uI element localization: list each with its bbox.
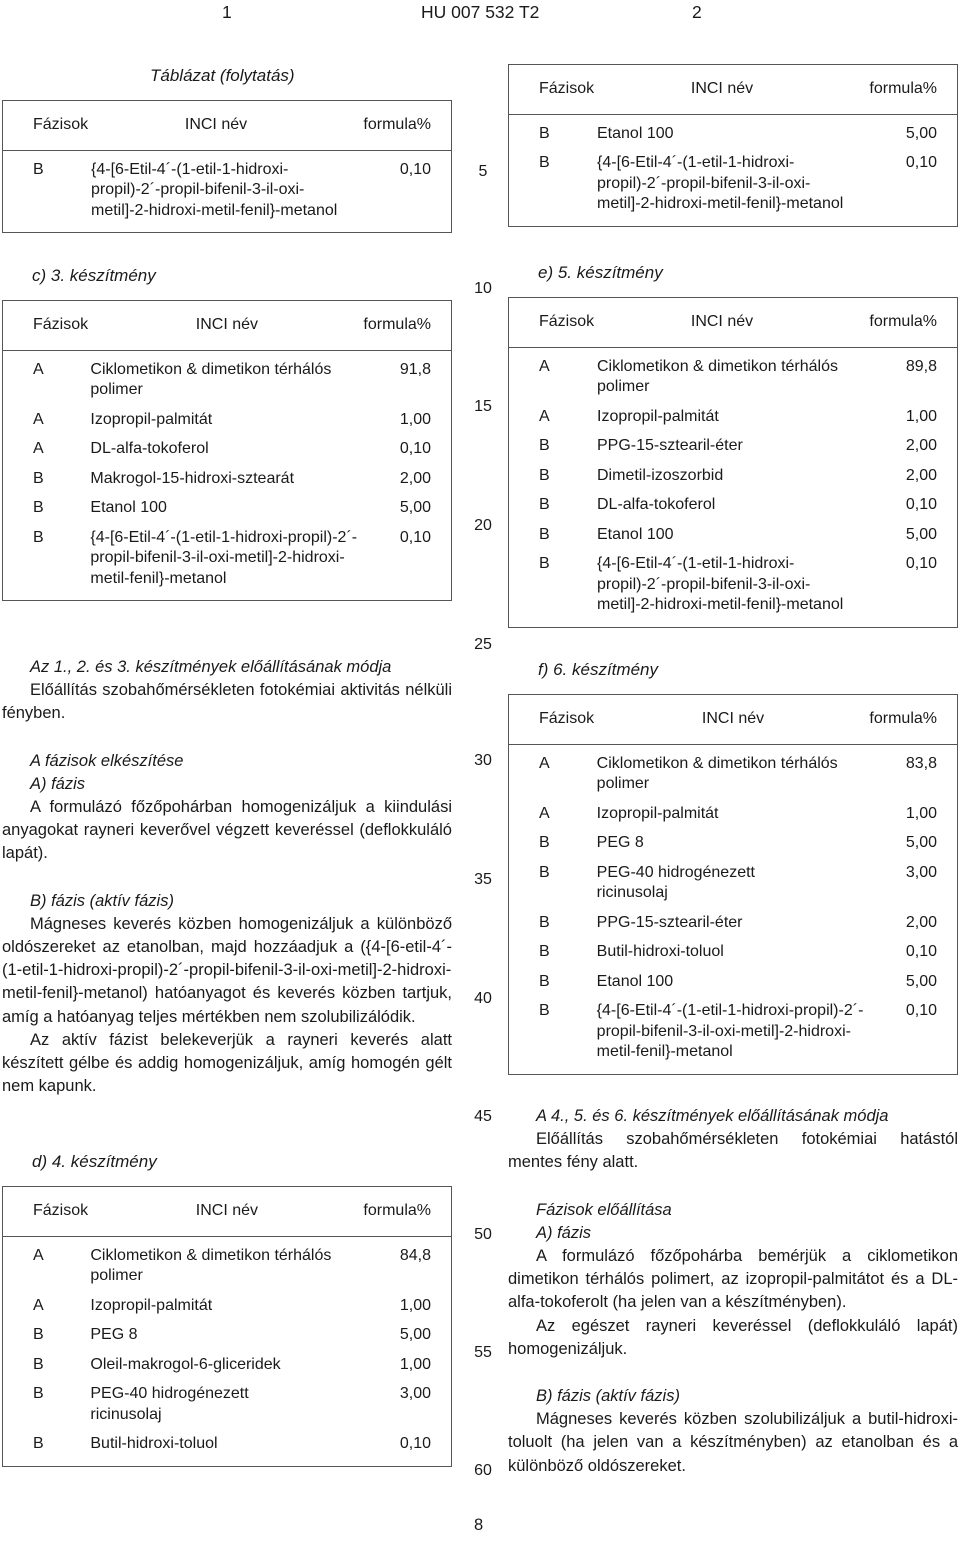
phase-b-heading: B) fázis (aktív fázis) <box>536 1387 680 1406</box>
phase-b-text: Mágneses keverés közben homogenizáljuk a különböző oldószereket az etanolban, majd hozzáadjuk a ({4-[6-etil-4´-(1-etil-1-hidroxi-propil)-2´-propil-bifenil-3-il-oxi-metil]-2-hidroxi-metil-fenil}-metanol) hatóanyagot és keverés közben tartjuk, amíg a hatóanyag teljes mértékben nem szolubilizálódik. <box>2 914 452 1026</box>
phase-cell: B <box>33 1355 44 1373</box>
inci-cell: PEG 8 <box>596 834 644 851</box>
phase-cell: B <box>539 555 550 572</box>
prep-f-title: f) 6. készítmény <box>538 660 658 679</box>
inci-cell: Ciklometikon & dimetikon térhálós polimer <box>597 357 838 395</box>
value-cell: 0,10 <box>905 154 937 171</box>
prep-e-title: e) 5. készítmény <box>538 263 663 282</box>
line-number: 40 <box>474 990 492 1007</box>
inci-cell: Ciklometikon & dimetikon térhálós polimer <box>90 360 332 398</box>
phase-cell: B <box>539 437 550 454</box>
value-cell: 2,00 <box>905 466 937 484</box>
table-row <box>509 347 958 398</box>
phase-b-text: Mágneses keverés közben szolubilizáljuk a butil-hidroxi-toluolt (ha jelen van a készítményben) az etanolban és a különböző oldószereket. <box>508 1410 958 1475</box>
inci-cell: PPG-15-sztearil-éter <box>597 437 743 454</box>
table-row <box>509 744 958 795</box>
phase-cell: A <box>539 357 550 375</box>
table-row <box>3 1316 452 1346</box>
value-cell: 1,00 <box>399 1355 431 1373</box>
value-cell: 0,10 <box>905 496 937 513</box>
value-cell: 1,00 <box>905 407 937 425</box>
table-row <box>509 963 958 993</box>
phase-cell: A <box>539 804 550 822</box>
line-number: 5 <box>478 163 488 180</box>
value-cell: 3,00 <box>399 1385 431 1402</box>
value-cell: 2,00 <box>905 913 937 931</box>
table-row <box>509 398 958 428</box>
line-number: 45 <box>474 1108 492 1125</box>
table-row <box>509 144 958 226</box>
footer-page-number: 8 <box>474 1516 484 1534</box>
phase-cell: B <box>539 1002 550 1019</box>
line-number: 50 <box>474 1226 492 1243</box>
phase-cell: A <box>539 754 550 772</box>
line-number: 15 <box>474 398 492 415</box>
table-row <box>3 430 452 460</box>
phase-cell: A <box>33 1296 44 1314</box>
line-number: 35 <box>474 871 492 888</box>
table-row <box>3 1425 452 1466</box>
col-formula-header: formula% <box>847 65 958 115</box>
col-phase-header: Fázisok <box>3 301 91 351</box>
right-page-number: 2 <box>692 2 702 22</box>
value-cell: 5,00 <box>399 1326 431 1343</box>
table-continued-title: Táblázat (folytatás) <box>150 66 295 85</box>
phase-cell: A <box>33 1246 44 1264</box>
table-row <box>3 1375 452 1425</box>
value-cell: 0,10 <box>905 943 937 960</box>
phases-heading: Fázisok előállítása <box>536 1200 672 1219</box>
method-1-3-text: Előállítás szobahőmérsékleten fotokémiai aktivitás nélküli fényben. <box>2 681 452 723</box>
phase-cell: A <box>33 410 44 428</box>
inci-cell: Etanol 100 <box>597 124 674 142</box>
value-cell: 0,10 <box>905 1002 937 1019</box>
table-row <box>3 350 452 401</box>
inci-cell: Butil-hidroxi-toluol <box>90 1435 218 1452</box>
inci-cell: Oleil-makrogol-6-gliceridek <box>90 1355 281 1373</box>
inci-cell: PEG-40 hidrogénezett ricinusolaj <box>596 863 755 901</box>
inci-cell: Etanol 100 <box>90 499 167 516</box>
value-cell: 5,00 <box>905 525 937 543</box>
phase-cell: B <box>539 863 550 881</box>
col-inci-header: INCI név <box>597 695 870 745</box>
table-row <box>509 457 958 487</box>
phase-cell: B <box>539 466 550 484</box>
value-cell: 91,8 <box>399 360 431 378</box>
table-row <box>509 516 958 546</box>
value-cell: 5,00 <box>905 124 937 142</box>
inci-cell: Dimetil-izoszorbid <box>597 466 724 484</box>
prep-c-title: c) 3. készítmény <box>32 266 156 285</box>
table-row <box>3 1236 452 1287</box>
value-cell: 1,00 <box>399 1296 431 1314</box>
phase-a-heading: A) fázis <box>30 774 86 793</box>
col-phase-header: Fázisok <box>509 298 598 348</box>
phase-cell: B <box>33 528 44 546</box>
value-cell: 2,00 <box>399 469 431 487</box>
method-1-3-section <box>2 656 452 1098</box>
phase-cell: A <box>33 360 44 378</box>
col-formula-header: formula% <box>847 298 958 348</box>
phase-cell: A <box>33 440 44 457</box>
inci-cell: PEG-40 hidrogénezett ricinusolaj <box>90 1385 249 1423</box>
inci-cell: Izopropil-palmitát <box>90 1296 213 1314</box>
inci-cell: Ciklometikon & dimetikon térhálós polimer <box>90 1246 332 1284</box>
col-phase-header: Fázisok <box>3 1187 91 1237</box>
prep-d-title: d) 4. készítmény <box>32 1152 157 1171</box>
col-inci-header: INCI név <box>90 301 363 351</box>
value-cell: 0,10 <box>399 440 431 457</box>
line-number: 20 <box>474 517 492 534</box>
phase-a-text: A formulázó főzőpohárba bemérjük a ciklometikon dimetikon térhálós polimert, az izopropil-palmitátot és a DL-alfa-tokoferolt (ha jelen van a készítményben). <box>508 1247 958 1312</box>
phase-cell: B <box>539 496 550 513</box>
col-inci-header: INCI név <box>91 101 341 151</box>
col-formula-header: formula% <box>363 1187 451 1237</box>
phase-a-text-2: Az egészet rayneri keveréssel (deflokkuláló lapát) homogenizáljuk. <box>508 1316 958 1358</box>
method-4-6-section <box>508 1105 958 1478</box>
value-cell: 0,10 <box>399 160 431 178</box>
table-row <box>509 795 958 825</box>
col-phase-header: Fázisok <box>3 101 92 151</box>
table-row <box>3 460 452 490</box>
col-inci-header: INCI név <box>597 65 847 115</box>
table-prep-c <box>2 300 452 601</box>
phase-b-heading: B) fázis (aktív fázis) <box>30 891 174 910</box>
value-cell: 5,00 <box>905 834 937 851</box>
phases-heading: A fázisok elkészítése <box>30 751 184 770</box>
inci-cell: PPG-15-sztearil-éter <box>596 913 743 931</box>
phase-cell: B <box>539 943 550 960</box>
method-4-6-heading: A 4., 5. és 6. készítmények előállításának módja <box>536 1107 889 1125</box>
phase-cell: B <box>33 1385 44 1402</box>
value-cell: 2,00 <box>905 437 937 454</box>
table-prep-d <box>2 1186 452 1467</box>
line-number: 10 <box>474 280 492 297</box>
table-row <box>3 489 452 519</box>
value-cell: 89,8 <box>905 357 937 375</box>
inci-cell: Butil-hidroxi-toluol <box>596 943 724 960</box>
inci-cell: Izopropil-palmitát <box>597 407 719 425</box>
table-row <box>509 854 958 904</box>
col-phase-header: Fázisok <box>509 65 598 115</box>
phase-cell: B <box>33 160 44 178</box>
col-inci-header: INCI név <box>597 298 847 348</box>
value-cell: 1,00 <box>399 410 431 428</box>
inci-cell: Ciklometikon & dimetikon térhálós polimer <box>596 754 838 792</box>
phase-cell: B <box>539 124 550 142</box>
table-row <box>509 904 958 934</box>
col-formula-header: formula% <box>363 301 451 351</box>
inci-cell: {4-[6-Etil-4´-(1-etil-1-hidroxi-propil)-2´-propil-bifenil-3-il-oxi-metil]-2-hidroxi-metil-fenil}-metanol <box>90 528 358 587</box>
phase-cell: B <box>33 469 44 487</box>
phase-cell: A <box>539 407 550 425</box>
value-cell: 0,10 <box>399 528 431 546</box>
value-cell: 3,00 <box>905 863 937 881</box>
line-number: 60 <box>474 1462 492 1479</box>
method-4-6-text: Előállítás szobahőmérsékleten fotokémiai hatástól mentes fény alatt. <box>508 1130 958 1172</box>
phase-cell: B <box>33 1326 44 1343</box>
inci-cell: Etanol 100 <box>596 972 674 990</box>
phase-cell: B <box>539 525 550 543</box>
table-row <box>509 824 958 854</box>
table-row <box>509 486 958 516</box>
table-row <box>3 401 452 431</box>
phase-a-heading: A) fázis <box>536 1223 592 1242</box>
table-row <box>509 427 958 457</box>
phase-cell: B <box>539 834 550 851</box>
value-cell: 5,00 <box>399 499 431 516</box>
phase-cell: B <box>33 499 44 516</box>
value-cell: 0,10 <box>905 555 937 572</box>
col-inci-header: INCI név <box>90 1187 363 1237</box>
inci-cell: PEG 8 <box>90 1326 138 1343</box>
table-row <box>3 1287 452 1317</box>
left-page-number: 1 <box>222 2 232 22</box>
table-continued-left <box>2 100 452 233</box>
table-continued-right <box>508 64 958 227</box>
table-row <box>3 519 452 601</box>
value-cell: 83,8 <box>905 754 937 772</box>
value-cell: 84,8 <box>399 1246 431 1264</box>
inci-cell: {4-[6-Etil-4´-(1-etil-1-hidroxi-propil)-2´-propil-bifenil-3-il-oxi-metil]-2-hidroxi-metil-fenil}-metanol <box>91 160 338 219</box>
line-number: 30 <box>474 752 492 769</box>
table-prep-e <box>508 297 958 628</box>
inci-cell: {4-[6-Etil-4´-(1-etil-1-hidroxi-propil)-2´-propil-bifenil-3-il-oxi-metil]-2-hidroxi-metil-fenil}-metanol <box>597 154 844 212</box>
inci-cell: {4-[6-Etil-4´-(1-etil-1-hidroxi-propil)-2´-propil-bifenil-3-il-oxi-metil]-2-hidroxi-metil-fenil}-metanol <box>597 555 844 613</box>
value-cell: 0,10 <box>399 1435 431 1452</box>
line-number: 55 <box>474 1344 492 1361</box>
table-prep-f <box>508 694 958 1075</box>
inci-cell: Etanol 100 <box>597 525 674 543</box>
table-row <box>509 992 958 1074</box>
document-id: HU 007 532 T2 <box>421 2 540 22</box>
phase-cell: B <box>539 154 550 171</box>
phase-cell: B <box>33 1435 44 1452</box>
phase-cell: B <box>539 972 550 990</box>
inci-cell: DL-alfa-tokoferol <box>597 496 716 513</box>
table-row <box>509 114 958 144</box>
table-row <box>3 150 452 233</box>
inci-cell: Makrogol-15-hidroxi-sztearát <box>90 469 295 487</box>
inci-cell: Izopropil-palmitát <box>596 804 719 822</box>
col-formula-header: formula% <box>341 101 452 151</box>
inci-cell: Izopropil-palmitát <box>90 410 213 428</box>
method-1-3-heading: Az 1., 2. és 3. készítmények előállításának módja <box>30 658 392 676</box>
col-formula-header: formula% <box>869 695 957 745</box>
table-row <box>509 545 958 627</box>
inci-cell: {4-[6-Etil-4´-(1-etil-1-hidroxi-propil)-2´-propil-bifenil-3-il-oxi-metil]-2-hidroxi-metil-fenil}-metanol <box>596 1002 864 1060</box>
table-row <box>3 1346 452 1376</box>
phase-cell: B <box>539 913 550 931</box>
value-cell: 1,00 <box>905 804 937 822</box>
phase-a-text: A formulázó főzőpohárban homogenizáljuk a kiindulási anyagokat rayneri keverővel végzett keveréssel (deflokkuláló lapát). <box>2 798 452 863</box>
mix-text: Az aktív fázist belekeverjük a rayneri keverés alatt készített gélbe és addig homogenizáljuk, amíg homogén gélt nem kapunk. <box>2 1030 452 1096</box>
col-phase-header: Fázisok <box>509 695 597 745</box>
table-row <box>509 933 958 963</box>
value-cell: 5,00 <box>905 972 937 990</box>
line-number: 25 <box>474 636 492 653</box>
inci-cell: DL-alfa-tokoferol <box>90 440 209 457</box>
